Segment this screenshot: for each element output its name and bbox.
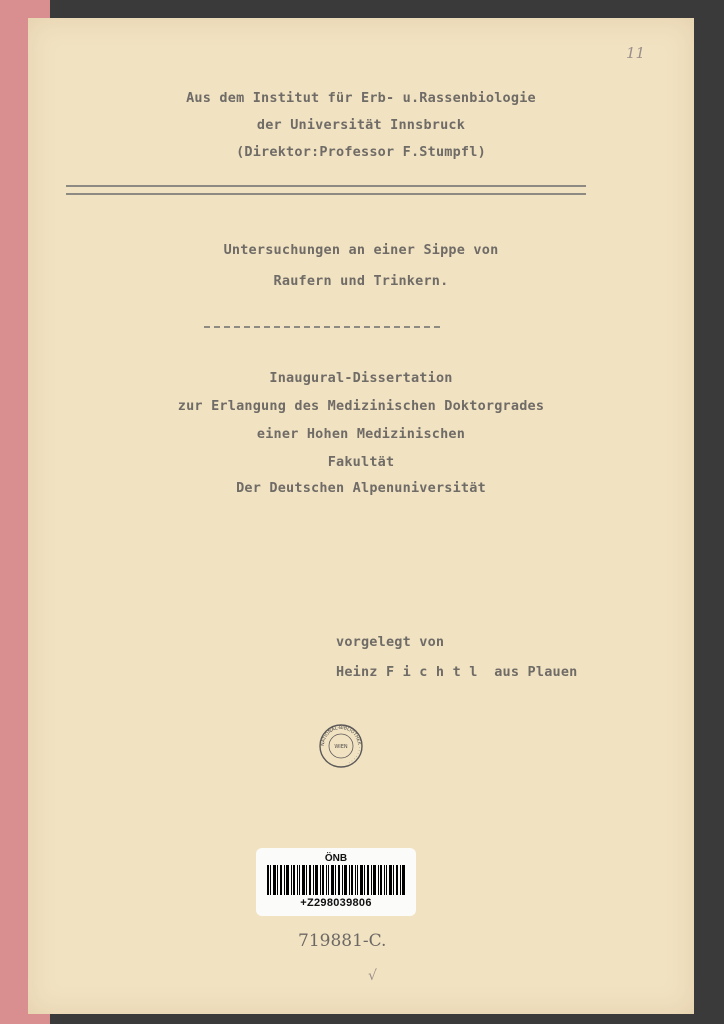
barcode-icon [267, 865, 405, 895]
header-rule-bottom [66, 193, 586, 195]
dissertation-line-4: Fakultät [327, 454, 395, 470]
director-line: (Direktor:Professor F.Stumpfl) [236, 144, 486, 160]
barcode-label [256, 848, 416, 916]
library-name: ÖNB [324, 853, 348, 864]
header-rule-top [66, 185, 586, 187]
author-line: Heinz F i c h t l aus Plauen [336, 664, 578, 680]
dissertation-line-3: einer Hohen Medizinischen [256, 426, 466, 442]
title-line-2: Raufern und Trinkern. [273, 273, 449, 289]
svg-text:NATIONAL-BIBLIOTHEK · · · · ·: NATIONAL-BIBLIOTHEK · · · · · · · [320, 725, 362, 765]
title-line-1: Untersuchungen an einer Sippe von [223, 242, 499, 258]
dissertation-line-2: zur Erlangung des Medizinischen Doktorgrades [177, 398, 545, 414]
dissertation-line-5: Der Deutschen Alpenuniversität [236, 480, 486, 496]
library-stamp-icon [318, 723, 364, 769]
dissertation-line-1: Inaugural-Dissertation [269, 370, 453, 386]
institute-line-1: Aus dem Institut für Erb- u.Rassenbiologie [186, 90, 536, 106]
title-page [28, 18, 694, 1014]
barcode-number: +Z298039806 [300, 897, 372, 909]
shelfmark: 719881-C. [298, 931, 387, 951]
title-separator [204, 326, 440, 328]
svg-text:WIEN: WIEN [334, 744, 348, 750]
handwritten-page-number: 11 [626, 44, 646, 62]
institute-line-2: der Universität Innsbruck [256, 117, 466, 133]
check-mark: √ [368, 968, 377, 984]
submitted-by: vorgelegt von [336, 634, 445, 650]
